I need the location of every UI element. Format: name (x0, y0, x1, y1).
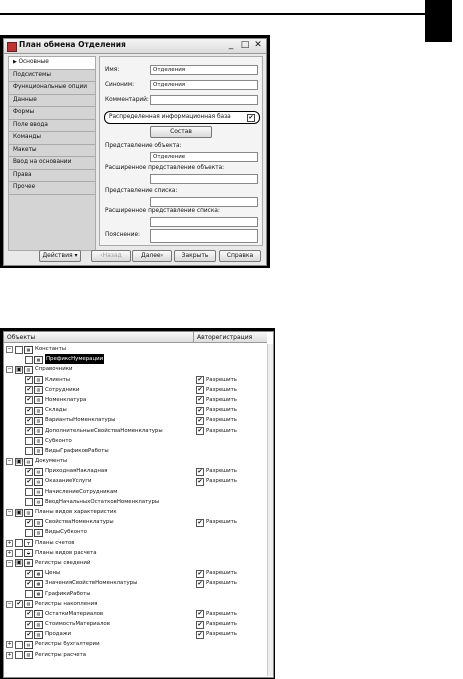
tree-row[interactable] (4, 639, 267, 649)
autoregistration-checkbox[interactable]: ✔ (197, 396, 203, 404)
extended-object-presentation-field[interactable] (150, 174, 258, 184)
object-type-icon: ◒ (24, 549, 33, 557)
vertical-scrollbar[interactable] (267, 344, 273, 676)
object-type-icon: ▨ (24, 600, 33, 608)
collapse-icon[interactable]: − (7, 559, 12, 566)
autoregistration-checkbox[interactable]: ✔ (197, 620, 203, 628)
tree-row[interactable] (4, 589, 267, 599)
autoregistration-value: Разрешить (206, 376, 237, 383)
object-type-icon: ▥ (34, 386, 43, 394)
distributed-infobase-label: Распределенная информационная база (109, 114, 231, 120)
tree-row[interactable] (4, 629, 267, 639)
tab-other[interactable]: Прочее (8, 182, 96, 195)
object-type-icon: ▨ (34, 621, 43, 629)
object-checkbox[interactable] (15, 346, 23, 354)
autoregistration-value: Разрешить (206, 396, 237, 403)
object-name: ОказаниеУслуги (45, 478, 92, 485)
object-type-icon: ▦ (24, 346, 33, 354)
object-type-icon: ▥ (34, 529, 43, 537)
synonym-label: Синоним: (105, 82, 135, 88)
object-type-icon: ▥ (34, 407, 43, 415)
object-checkbox[interactable] (25, 447, 33, 455)
object-checkbox[interactable]: ✔ (16, 600, 22, 608)
tree-row[interactable] (4, 456, 267, 466)
autoregistration-checkbox[interactable]: ✔ (197, 610, 203, 618)
object-name: Цены (45, 570, 61, 577)
tree-row[interactable] (4, 426, 267, 436)
object-type-icon: ▥ (34, 417, 43, 425)
tree-row[interactable] (4, 568, 267, 578)
extended-object-presentation-label: Расширенное представление объекта: (105, 165, 225, 171)
object-checkbox[interactable] (25, 529, 33, 537)
object-type-icon: ▦ (34, 590, 43, 598)
object-name: ВводНачальныхОстатковНоменклатуры (45, 498, 160, 505)
object-type-icon: ▤ (24, 641, 33, 649)
collapse-icon[interactable]: − (7, 600, 12, 607)
object-name: ВариантыНоменклатуры (45, 417, 116, 424)
object-name: ПриходнаяНакладная (45, 468, 108, 475)
expand-icon[interactable]: + (7, 539, 12, 546)
exchange-plan-composition-window (0, 328, 275, 679)
object-name: ЗначенияСвойствНоменклатуры (45, 580, 138, 587)
object-checkbox[interactable]: ▣ (16, 559, 22, 567)
tab-rights[interactable]: Права (8, 170, 96, 183)
maximize-icon[interactable]: □ (240, 40, 250, 50)
autoregistration-value: Разрешить (206, 621, 237, 628)
objects-column-header[interactable]: Объекты (4, 332, 194, 343)
composition-button[interactable]: Состав (150, 126, 212, 138)
object-checkbox[interactable]: ✔ (26, 376, 32, 384)
object-name: ДополнительныеСвойстваНоменклатуры (45, 427, 163, 434)
expand-icon[interactable]: + (7, 651, 12, 658)
list-presentation-label: Представление списка: (105, 188, 178, 194)
object-checkbox[interactable] (25, 498, 33, 506)
exchange-plan-window (0, 35, 270, 268)
tree-row[interactable] (4, 548, 267, 558)
object-checkbox[interactable]: ✔ (26, 386, 32, 394)
object-checkbox[interactable] (25, 590, 33, 598)
actions-button[interactable]: Действия ▾ (39, 250, 81, 262)
window-frame (3, 38, 267, 266)
extended-list-presentation-field[interactable] (150, 217, 258, 227)
tree-row[interactable] (4, 476, 267, 486)
object-type-icon: ▥ (34, 519, 43, 527)
object-name: ВидыСубконто (45, 529, 87, 536)
autoregistration-checkbox[interactable]: ✔ (197, 386, 203, 394)
autoregistration-checkbox[interactable]: ✔ (197, 569, 203, 577)
object-type-icon: ▥ (34, 396, 43, 404)
exchange-plan-icon (7, 42, 17, 52)
object-checkbox[interactable] (15, 549, 23, 557)
object-type-icon: ▥ (34, 376, 43, 384)
tree-row[interactable] (4, 517, 267, 527)
back-button[interactable]: ‹Назад (91, 250, 131, 262)
tab-data[interactable]: Данные (8, 95, 96, 108)
autoregistration-value: Разрешить (206, 407, 237, 414)
tree-row[interactable] (4, 487, 267, 497)
tree-row[interactable] (4, 354, 267, 364)
object-name: Номенклатура (45, 396, 87, 403)
object-checkbox[interactable]: ✔ (26, 569, 32, 577)
object-name: Продажи (45, 631, 72, 638)
autoregistration-checkbox[interactable]: ✔ (197, 376, 203, 384)
object-name: ОстаткиМатериалов (45, 610, 104, 617)
tab-commands[interactable]: Команды (8, 132, 96, 145)
comment-field[interactable] (150, 95, 258, 105)
object-checkbox[interactable]: ✔ (26, 620, 32, 628)
autoregistration-checkbox[interactable]: ✔ (197, 630, 203, 638)
object-type-icon: ▦ (24, 559, 33, 567)
object-name: Склады (45, 407, 67, 414)
object-type-icon: ▤ (24, 458, 33, 466)
expand-icon[interactable]: + (7, 641, 12, 648)
object-checkbox[interactable] (15, 651, 23, 659)
tab-subsystems[interactable]: Подсистемы (8, 70, 96, 83)
explanation-label: Пояснение: (105, 232, 141, 238)
tree-row[interactable] (4, 364, 267, 374)
collapse-icon[interactable]: − (7, 366, 12, 373)
object-name: Клиенты (45, 376, 71, 383)
minimize-icon[interactable]: _ (228, 40, 234, 50)
tree-row[interactable] (4, 507, 267, 517)
object-checkbox[interactable]: ✔ (26, 467, 32, 475)
object-checkbox[interactable]: ▣ (16, 457, 22, 465)
basic-tab-panel (99, 56, 263, 246)
autoregistration-checkbox[interactable]: ✔ (197, 579, 203, 587)
autoregistration-value: Разрешить (206, 386, 237, 393)
autoregistration-checkbox[interactable]: ✔ (197, 427, 203, 434)
tree-row[interactable] (4, 446, 267, 456)
next-button[interactable]: Далее› (132, 250, 172, 262)
tree-row[interactable] (4, 415, 267, 425)
autoregistration-value: Разрешить (206, 468, 237, 475)
object-checkbox[interactable] (25, 356, 33, 364)
autoregistration-checkbox[interactable]: ✔ (197, 477, 203, 485)
tree-row[interactable] (4, 609, 267, 619)
tree-row[interactable] (4, 578, 267, 588)
tree-row[interactable] (4, 375, 267, 385)
tree-row[interactable] (4, 599, 267, 609)
objects-tree (4, 344, 267, 660)
object-checkbox[interactable]: ✔ (26, 396, 32, 404)
object-type-icon: ▤ (34, 488, 43, 496)
page-top-rule (0, 13, 440, 15)
title-bar (4, 39, 266, 54)
autoregistration-value: Разрешить (206, 580, 237, 587)
tree-row[interactable] (4, 497, 267, 507)
object-name: Субконто (45, 437, 72, 444)
object-type-icon: ▤ (34, 478, 43, 486)
object-type-icon: ▨ (34, 610, 43, 618)
object-type-icon: ▤ (34, 498, 43, 506)
tab-input-field[interactable]: Поле ввода (8, 120, 96, 133)
object-type-icon: ▨ (34, 631, 43, 639)
object-type-icon: ╦ (24, 539, 33, 547)
close-button[interactable]: Закрыть (174, 250, 216, 262)
object-name: Справочники (35, 366, 73, 373)
object-presentation-field[interactable]: Отделение (150, 152, 258, 162)
object-checkbox[interactable] (25, 488, 33, 496)
object-type-icon: ▥ (24, 366, 33, 374)
object-checkbox[interactable]: ▣ (16, 365, 22, 373)
object-type-icon: ▧ (24, 651, 33, 659)
autoregistration-value: Разрешить (206, 631, 237, 638)
composition-frame (3, 331, 274, 678)
tab-input-based-on[interactable]: Ввод на основании (8, 157, 96, 170)
object-name: СтоимостьМатериалов (45, 621, 110, 628)
object-name: Регистры расчета (35, 651, 87, 658)
object-name: ПрефиксНумерации (46, 356, 104, 363)
object-type-icon: ▦ (34, 580, 43, 588)
object-checkbox[interactable] (15, 539, 23, 547)
tree-row[interactable] (4, 650, 267, 660)
window-title: План обмена Отделения (19, 40, 126, 49)
autoregistration-checkbox[interactable]: ✔ (197, 406, 203, 414)
tree-row[interactable] (4, 395, 267, 405)
object-type-icon: ▦ (34, 356, 43, 364)
tree-row[interactable] (4, 558, 267, 568)
collapse-icon[interactable]: − (7, 458, 12, 465)
object-checkbox[interactable]: ✔ (26, 416, 32, 424)
object-checkbox[interactable]: ✔ (26, 630, 32, 638)
object-checkbox[interactable]: ✔ (26, 579, 32, 587)
extended-list-presentation-label: Расширенное представление списка: (105, 208, 220, 214)
object-checkbox[interactable]: ▣ (16, 508, 22, 516)
object-name: НачислениеСотрудникам (45, 488, 118, 495)
object-type-icon: ▥ (34, 447, 43, 455)
object-name: ВидыГрафиковРаботы (45, 447, 109, 454)
object-checkbox[interactable]: ✔ (26, 610, 32, 618)
object-name: Документы (35, 458, 68, 465)
tree-row[interactable] (4, 527, 267, 537)
object-name: Планы видов характеристик (35, 509, 117, 515)
object-name: Регистры сведений (35, 559, 91, 566)
object-name: Регистры бухгалтерии (35, 641, 100, 648)
autoregistration-checkbox[interactable]: ✔ (197, 518, 203, 526)
tree-row[interactable] (4, 538, 267, 548)
tab-forms[interactable]: Формы (8, 107, 96, 120)
close-icon[interactable]: ✕ (254, 40, 262, 50)
expand-icon[interactable]: + (7, 549, 12, 556)
object-checkbox[interactable]: ✔ (26, 477, 32, 485)
help-button[interactable]: Справка (219, 250, 261, 262)
object-presentation-label: Представление объекта: (105, 143, 182, 149)
tab-basic[interactable]: ▶ Основные (8, 56, 96, 70)
autoregistration-value: Разрешить (206, 519, 237, 526)
tree-row[interactable] (4, 385, 267, 395)
autoregistration-value: Разрешить (206, 417, 237, 424)
tab-functional-options[interactable]: Функциональные опции (8, 82, 96, 95)
tab-list (8, 56, 96, 251)
object-checkbox[interactable] (15, 641, 23, 649)
autoregistration-value: Разрешить (206, 427, 237, 434)
page-corner-block (425, 0, 452, 42)
tab-list-filler (8, 195, 96, 251)
object-checkbox[interactable]: ✔ (26, 427, 32, 434)
tree-row[interactable] (4, 619, 267, 629)
tree-row[interactable] (4, 344, 267, 354)
autoregistration-checkbox[interactable]: ✔ (197, 416, 203, 424)
object-type-icon: ▥ (24, 509, 33, 517)
distributed-infobase-checkbox[interactable]: ✔ (248, 114, 254, 121)
object-type-icon: ▦ (34, 570, 43, 578)
collapse-icon[interactable]: − (7, 346, 12, 352)
object-name: Планы счетов (35, 539, 75, 546)
autoregistration-value: Разрешить (206, 570, 237, 577)
object-type-icon: ▥ (34, 427, 43, 435)
object-name: СвойстваНоменклатуры (45, 519, 114, 526)
distributed-infobase-row (104, 111, 260, 124)
tree-row[interactable] (4, 405, 267, 415)
autoregistration-value: Разрешить (206, 478, 237, 485)
explanation-field[interactable] (150, 229, 258, 243)
name-label: Имя: (105, 67, 120, 73)
object-name: ГрафикиРаботы (45, 590, 91, 597)
list-presentation-field[interactable] (150, 197, 258, 207)
object-checkbox[interactable]: ✔ (26, 406, 32, 414)
tree-row[interactable] (4, 436, 267, 446)
object-name: Планы видов расчета (35, 549, 97, 556)
collapse-icon[interactable]: − (7, 509, 12, 515)
autoregistration-value: Разрешить (206, 610, 237, 617)
tab-templates[interactable]: Макеты (8, 145, 96, 158)
object-name: Константы (35, 346, 66, 352)
autoregistration-checkbox[interactable]: ✔ (197, 467, 203, 475)
object-checkbox[interactable] (25, 437, 33, 445)
name-field[interactable]: Отделения (150, 65, 258, 75)
tree-row[interactable] (4, 466, 267, 476)
object-name: Регистры накопления (35, 600, 98, 607)
synonym-field[interactable]: Отделения (150, 80, 258, 90)
object-type-icon: ▤ (34, 468, 43, 476)
object-type-icon: ▥ (34, 437, 43, 445)
autoregistration-column-header[interactable]: Авторегистрация (194, 332, 267, 343)
object-name: Сотрудники (45, 386, 80, 393)
object-checkbox[interactable]: ✔ (26, 518, 32, 526)
comment-label: Комментарий: (105, 97, 149, 103)
